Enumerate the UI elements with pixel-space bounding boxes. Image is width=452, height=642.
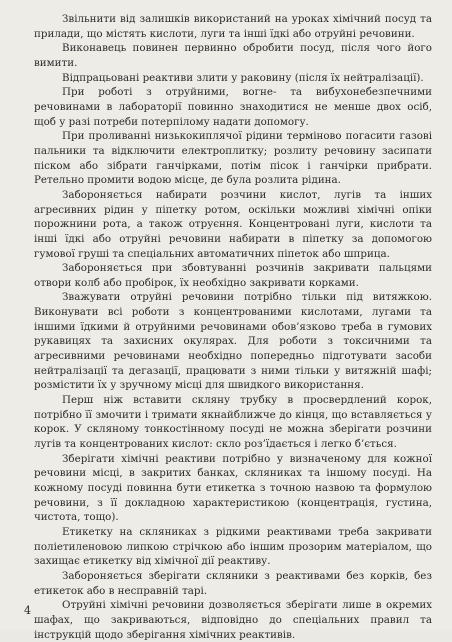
paragraph: Звільнити від залишків використаний на уроках хімічний посуд та прилади, що містять кислоти, луги та інші їдкі або отруйні речовини. [34,13,432,40]
paragraph: Забороняється зберігати скляники з реактивами без корків, без етикеток або в несправній тарі. [34,569,432,597]
paragraph: Отруйні хімічні речовини дозволяється зберігати лише в окремих шафах, що закриваються, відповідно до спеціальних правил та інструкцій щодо зберігання хімічних реактивів. [34,599,432,641]
paragraph: При проливанні низькокиплячої рідини терміново погасити газові пальники та відключити електроплитку; розлиту речовину засипати піском або зібрати ганчірками, потім пісок і ганчірки прибрати. Ретельно промити водою місце, де була розлита рідина. [34,130,432,187]
paragraph: Забороняється при збовтуванні розчинів закривати пальцями отвори колб або пробірок, їх необхідно закривати корками. [34,262,432,289]
paragraph: Виконавець повинен первинно обробити посуд, після чого його вимити. [34,42,432,69]
paragraph: Відпрацьовані реактиви злити у раковину (після їх нейтралізації). [62,71,424,84]
paragraph: Етикетку на скляниках з рідкими реактивами треба закривати поліетиленовою липкою стрічкою або іншим прозорим матеріалом, що захищає етикетку від хімічної дії реактиву. [34,525,432,568]
body-text [34,12,432,642]
page-number: 4 [24,604,31,617]
paragraph: Забороняється набирати розчини кислот, лугів та інших агресивних рідин у піпетку ротом, оскільки можливі хімічні опіки порожнини рота, а також отруєння. Концентровані луги, кислоти та інші їдкі або отруйні речовини набирати в піпетку за допомогою гумової груші та спеціальних автоматичних піпеток або шприца. [34,188,432,260]
paragraph: Зважувати отруйні речовини потрібно тільки під витяжкою. Виконувати всі роботи з концентрованими кислотами, лугами та іншими їдкими й отруйними речовинами обов’язково треба в гумових рукавицях та захисних окулярах. Для роботи з токсичними та агресивними речовинами необхідно попередньо підготувати засоби нейтралізації та дегазації, працювати з ними тільки у витяжній шафі; розмістити їх у зручному місці для швидкого використання. [34,291,432,392]
paragraph: Зберігати хімічні реактиви потрібно у визначеному для кожної речовини місці, в закритих банках, скляниках та іншому посуді. На кожному посуді повинна бути етикетка з точною назвою та формулою речовини, з її докладною характеристикою (концентрація, густина, чистота, тощо). [34,452,432,524]
paragraph: Перш ніж вставити скляну трубку в просвердлений корок, потрібно її змочити і тримати якнайближче до кінця, що вставляється у корок. У скляному тонкостінному посуді не можна зберігати розчини лугів та концентрованих кислот: скло роз’їдається і легко б’ється. [34,394,432,451]
paragraph: При роботі з отруйними, вогне- та вибухонебезпечними речовинами в лабораторії повинно знаходитися не менше двох осіб, щоб у разі потреби потерпілому надати допомогу. [34,86,432,128]
